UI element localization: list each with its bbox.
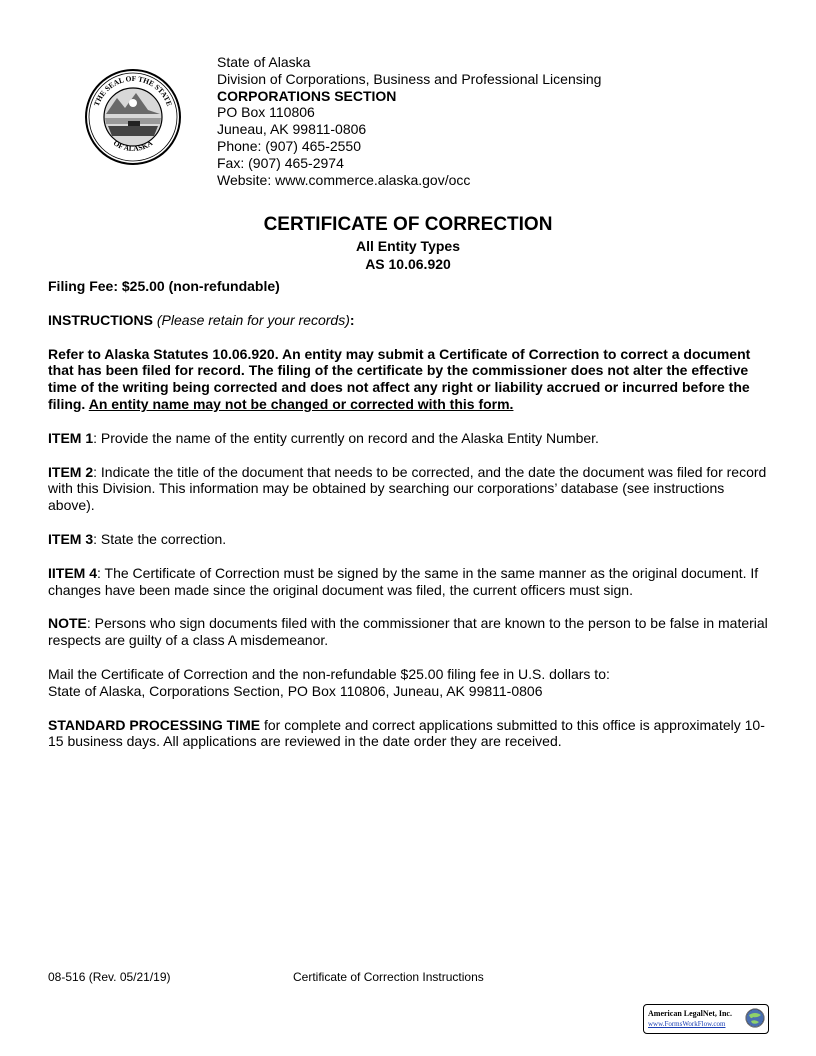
agency-phone: Phone: (907) 465-2550 [217,137,361,154]
logo-company-name: American LegalNet, Inc. [648,1009,732,1018]
item-1-text: : Provide the name of the entity currently on record and the Alaska Entity Number. [93,429,599,446]
processing-time-label: STANDARD PROCESSING TIME [48,716,261,733]
item-3 [48,531,770,548]
statute-reference [48,346,770,413]
globe-icon [745,1008,765,1028]
item-4-text: : The Certificate of Correction must be signed by the same in the same manner as the original document. If changes have been made since the original document was filed, the current officers must sign. [48,564,759,598]
statute-reference-warning: An entity name may not be changed or corrected with this form. [88,395,514,412]
american-legalnet-logo[interactable] [643,1004,769,1034]
item-4 [48,565,770,599]
item-4-label: IITEM 4 [48,564,98,581]
document-subtitle-entity-types: All Entity Types [356,238,460,254]
item-1-label: ITEM 1 [48,429,94,446]
item-3-text: : State the correction. [93,530,227,547]
alaska-state-seal [84,58,182,176]
mailing-line-2: State of Alaska, Corporations Section, PO Box 110806, Juneau, AK 99811-0806 [48,682,543,699]
filing-fee: Filing Fee: $25.00 (non-refundable) [48,278,280,294]
instructions-note: (Please retain for your records) [156,311,350,328]
note-text: : Persons who sign documents filed with the commissioner that are known to the person to be false in material respects are guilty of a class A misdemeanor. [48,615,768,649]
footer-document-title: Certificate of Correction Instructions [293,970,484,984]
agency-po-box: PO Box 110806 [217,104,315,121]
document-subtitle-statute: AS 10.06.920 [365,256,451,272]
document-title-block [0,213,816,273]
agency-section: CORPORATIONS SECTION [217,87,397,104]
item-2-label: ITEM 2 [48,463,94,480]
instructions-label: INSTRUCTIONS [48,311,153,328]
footer-form-number: 08-516 (Rev. 05/21/19) [48,970,171,984]
agency-state: State of Alaska [217,54,311,70]
item-3-label: ITEM 3 [48,530,94,547]
mailing-line-1: Mail the Certificate of Correction and the non-refundable $25.00 filing fee in U.S. dollars to: [48,665,610,682]
statute-reference-text: Refer to Alaska Statutes 10.06.920. An entity may submit a Certificate of Correction to correct a document that has been filed for record. The filing of the certificate by the commissioner does not alter the effective time of the writing being corrected and does not affect any right or liability accrued or incurred before the filing. [48,345,751,412]
item-2 [48,464,770,514]
agency-division: Division of Corporations, Business and Professional Licensing [217,70,602,87]
instructions-body [48,278,770,767]
note-label: NOTE [48,615,87,632]
processing-time-text: for complete and correct applications submitted to this office is approximately 10-15 business days. All applications are reviewed in the date order they are received. [48,716,765,750]
agency-address-block [217,54,601,188]
note [48,615,770,649]
agency-website: Website: www.commerce.alaska.gov/occ [217,171,471,188]
processing-time [48,717,770,751]
svg-text:THE SEAL OF THE STATE: THE SEAL OF THE STATE [91,73,175,108]
agency-fax: Fax: (907) 465-2974 [217,154,344,171]
mailing-instructions [48,666,770,700]
instructions-heading [48,312,770,329]
item-2-text: : Indicate the title of the document that needs to be corrected, and the date the document was filed for record with this Division. This information may be obtained by searching our corporations’ database (see instructions above). [48,463,767,514]
logo-website-link[interactable]: www.FormsWorkFlow.com [648,1020,726,1028]
item-1 [48,430,770,447]
instructions-colon: : [349,311,355,328]
document-title: CERTIFICATE OF CORRECTION [263,214,553,235]
agency-city: Juneau, AK 99811-0806 [217,121,367,138]
svg-text:OF ALASKA: OF ALASKA [111,138,155,154]
